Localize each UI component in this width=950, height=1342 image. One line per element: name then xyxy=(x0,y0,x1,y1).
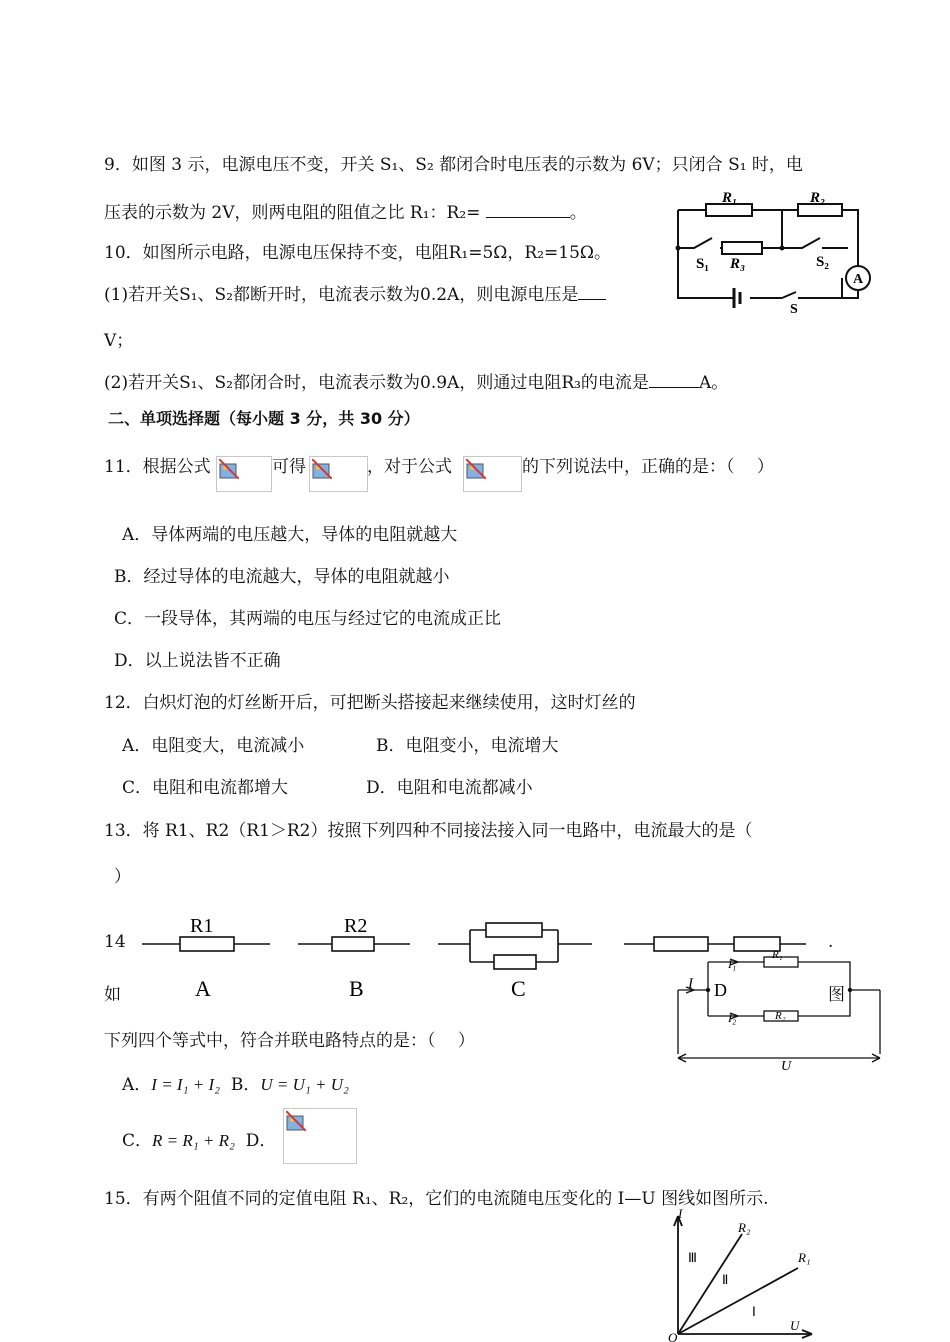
q15-line-r1 xyxy=(678,1268,798,1334)
q15-label-r1: R₁ xyxy=(798,1250,811,1265)
q13-label-r2: R2 xyxy=(344,915,368,937)
q14-circuit-diagram xyxy=(672,950,886,1076)
q14-tu: 图 xyxy=(828,985,845,1005)
q15-stem: 15．有两个阻值不同的定值电阻 R₁、R₂，它们的电流随电压变化的 I—U 图线如图所示. xyxy=(104,1189,769,1209)
q10-r3-resistor xyxy=(722,242,762,254)
q15-axis-u: U xyxy=(790,1318,800,1333)
q12-option-c: C．电阻和电流都增大 xyxy=(122,778,289,798)
q14-ru: 如 xyxy=(104,985,121,1005)
broken-image-icon xyxy=(312,459,332,479)
q15-iu-graph xyxy=(666,1206,816,1342)
q14-label-r2: R₂ xyxy=(775,1010,786,1022)
q14-option-b-label: B． xyxy=(230,1075,261,1095)
q13-fig-a-resistor xyxy=(180,937,234,951)
q13-label-b: B xyxy=(349,976,364,1001)
q14-label-u: U xyxy=(781,1059,792,1074)
q10-part1-blank[interactable] xyxy=(578,282,606,300)
q11-formula-image-1 xyxy=(216,456,272,492)
q14-stem: 下列四个等式中，符合并联电路特点的是：（ ） xyxy=(104,1031,475,1051)
q14-label-i2: I₂ xyxy=(728,1011,737,1025)
q11-option-b: B．经过导体的电流越大，导体的电阻就越小 xyxy=(114,567,450,587)
q10-label-s1: S₁ xyxy=(696,256,709,272)
q12-stem: 12．白炽灯泡的灯丝断开后，可把断头搭接起来继续使用，这时灯丝的 xyxy=(104,693,636,713)
q10-label-r3: R₃ xyxy=(730,256,746,272)
q13-fig-c-resistor-bottom xyxy=(494,955,536,969)
q10-part1 xyxy=(104,280,606,305)
q14-label-d: D xyxy=(714,980,727,1000)
q14-number: 14 xyxy=(104,932,126,952)
q14-label-i: I xyxy=(688,976,693,992)
q11-option-a: A．导体两端的电压越大，导体的电阻就越大 xyxy=(122,525,458,545)
q14-dot: . xyxy=(828,932,834,952)
q10-circuit-diagram xyxy=(672,186,878,314)
q11-stem-c: ，对于公式 xyxy=(367,457,452,477)
q11-formula-image-2 xyxy=(309,456,368,492)
q13-fig-d-resistor-2 xyxy=(734,937,780,951)
q9-line2-end: 。 xyxy=(569,203,587,223)
q12-option-b: B．电阻变小，电流增大 xyxy=(376,736,559,756)
q11-stem-d: 的下列说法中，正确的是：（ ） xyxy=(522,457,774,477)
q15-region-1: Ⅰ xyxy=(752,1304,756,1319)
q15-region-2: Ⅱ xyxy=(722,1272,729,1287)
q11-stem-a: 11．根据公式 xyxy=(104,457,211,477)
q14-option-d-label: D． xyxy=(245,1131,277,1151)
q15-label-r2: R₂ xyxy=(738,1220,751,1235)
q13-fig-b-resistor xyxy=(332,937,374,951)
q14-option-a-label: A． xyxy=(122,1075,152,1095)
q9-line1: 9．如图 3 示，电源电压不变，开关 S₁、S₂ 都闭合时电压表的示数为 6V；只闭合 S₁ 时，电 xyxy=(104,155,803,175)
q9-line2-text: 压表的示数为 2V，则两电阻的阻值之比 R₁：R₂= xyxy=(104,203,486,223)
q15-region-3: Ⅲ xyxy=(688,1250,697,1265)
q13-stem-end: ） xyxy=(114,867,131,887)
q13-label-r1: R1 xyxy=(190,915,214,937)
q10-label-ammeter: A xyxy=(853,272,864,287)
q14-option-a: I = I₁ + I₂ xyxy=(151,1075,221,1094)
q15-axis-i: I xyxy=(678,1206,683,1221)
q11-option-c: C．一段导体，其两端的电压与经过它的电流成正比 xyxy=(114,609,502,629)
q14-label-i1: I₁ xyxy=(728,957,737,971)
q13-stem: 13．将 R1、R2（R1＞R2）按照下列四种不同接法接入同一电路中，电流最大的是（ xyxy=(104,821,753,841)
q12-option-d: D．电阻和电流都减小 xyxy=(366,778,533,798)
q14-option-c-label: C． xyxy=(122,1131,153,1151)
q14-label-r1: R₁ xyxy=(772,950,783,961)
q10-part1-unit: V； xyxy=(104,331,134,351)
q10-part2-unit: A。 xyxy=(698,373,729,393)
q10-line1: 10．如图所示电路，电源电压保持不变，电阻R₁=5Ω，R₂=15Ω。 xyxy=(104,243,611,263)
q13-label-c: C xyxy=(511,976,526,1001)
q10-label-r1: R₁ xyxy=(722,190,738,206)
q9-answer-blank[interactable] xyxy=(486,200,570,218)
q11-stem-b: 可得 xyxy=(272,457,306,477)
q11-formula-image-3 xyxy=(463,456,522,492)
q15-line-r2 xyxy=(678,1234,742,1334)
q10-part2-text: (2)若开关S₁、S₂都闭合时，电流表示数为0.9A，则通过电阻R₃的电流是 xyxy=(104,373,649,393)
q14-option-d-image xyxy=(283,1108,357,1164)
q13-fig-c-resistor-top xyxy=(486,923,542,937)
q14-option-cd xyxy=(122,1126,276,1151)
q10-part2 xyxy=(104,368,728,393)
broken-image-icon xyxy=(466,459,486,479)
q14-option-b: U = U₁ + U₂ xyxy=(260,1075,349,1094)
broken-image-icon xyxy=(286,1111,306,1131)
q14-option-c: R = R₁ + R₂ xyxy=(152,1131,235,1150)
q11-option-d: D．以上说法皆不正确 xyxy=(114,651,281,671)
q10-label-s2: S₂ xyxy=(816,254,829,270)
section2-title: 二、单项选择题（每小题 3 分，共 30 分） xyxy=(108,409,420,428)
q12-option-a: A．电阻变大，电流减小 xyxy=(122,736,305,756)
q10-label-r2: R₂ xyxy=(810,190,826,206)
q15-origin: O xyxy=(668,1330,678,1342)
q13-label-a: A xyxy=(195,976,211,1001)
q13-fig-d-resistor-1 xyxy=(654,937,708,951)
q14-option-ab xyxy=(122,1070,349,1095)
q10-part2-blank[interactable] xyxy=(649,370,699,388)
broken-image-icon xyxy=(219,459,239,479)
q10-part1-text: (1)若开关S₁、S₂都断开时，电流表示数为0.2A，则电源电压是 xyxy=(104,285,579,305)
q10-label-s: S xyxy=(790,302,798,314)
q9-line2 xyxy=(104,198,587,223)
